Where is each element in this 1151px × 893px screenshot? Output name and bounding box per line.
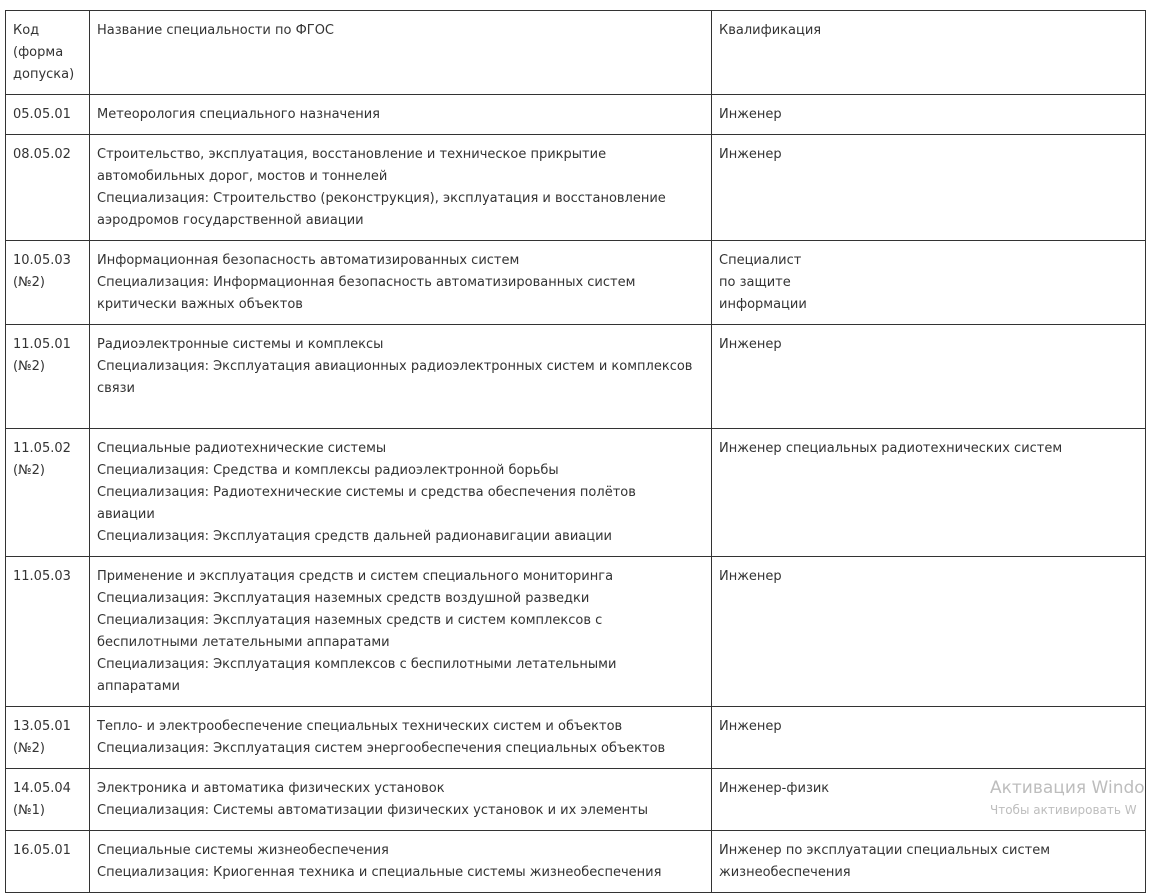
name-line: Специальные радиотехнические системы <box>97 441 387 456</box>
header-qualification-cell <box>712 11 1146 95</box>
name-line: Специализация: Средства и комплексы радиоэлектронной борьбы <box>97 463 559 478</box>
table-row <box>6 831 1146 893</box>
name-line: Специализация: Эксплуатация систем энергообеспечения специальных объектов <box>97 741 666 756</box>
specialties-table <box>5 10 1146 893</box>
name-line: Специализация: Информационная безопасность автоматизированных систем <box>97 275 636 290</box>
name-line: Специализация: Системы автоматизации физических установок и их элементы <box>97 803 649 818</box>
name-line: Специализация: Строительство (реконструкция), эксплуатация и восстановление <box>97 191 666 206</box>
qualification-cell <box>712 429 1146 557</box>
name-line: критически важных объектов <box>97 297 303 312</box>
name-line: Специализация: Эксплуатация авиационных радиоэлектронных систем и комплексов <box>97 359 693 374</box>
name-line: Метеорология специального назначения <box>97 107 380 122</box>
table-row <box>6 325 1146 429</box>
name-line: Радиоэлектронные системы и комплексы <box>97 337 384 352</box>
table-row <box>6 707 1146 769</box>
header-row <box>6 11 1146 95</box>
name-cell <box>90 135 712 241</box>
table-row <box>6 135 1146 241</box>
header-name-cell <box>90 11 712 95</box>
name-line: автомобильных дорог, мостов и тоннелей <box>97 169 388 184</box>
qualification-cell <box>712 135 1146 241</box>
qualification-line: Инженер специальных радиотехнических систем <box>719 441 1063 456</box>
code-line: 05.05.01 <box>13 107 71 122</box>
code-line: (№2) <box>13 463 45 478</box>
qualification-line: Специалист <box>719 253 802 268</box>
table-body <box>6 11 1146 893</box>
code-cell <box>6 325 90 429</box>
code-line: 13.05.01 <box>13 719 71 734</box>
qualification-cell <box>712 769 1146 831</box>
name-line: Специализация: Криогенная техника и специальные системы жизнеобеспечения <box>97 865 662 880</box>
qualification-cell <box>712 831 1146 893</box>
header-name-text: Название специальности по ФГОС <box>97 23 335 38</box>
code-line: (№2) <box>13 359 45 374</box>
code-line: 16.05.01 <box>13 843 71 858</box>
qualification-line: Инженер <box>719 107 782 122</box>
code-cell <box>6 241 90 325</box>
name-cell <box>90 831 712 893</box>
code-cell <box>6 769 90 831</box>
code-line: (№1) <box>13 803 45 818</box>
code-line: (№2) <box>13 741 45 756</box>
name-line: аппаратами <box>97 679 180 694</box>
qualification-line: Инженер-физик <box>719 781 830 796</box>
code-cell <box>6 429 90 557</box>
qualification-line: по защите <box>719 275 791 290</box>
qualification-cell <box>712 325 1146 429</box>
qualification-line: Инженер <box>719 569 782 584</box>
name-line: Тепло- и электрообеспечение специальных технических систем и объектов <box>97 719 623 734</box>
code-line: (№2) <box>13 275 45 290</box>
qualification-line: Инженер по эксплуатации специальных систем <box>719 843 1051 858</box>
code-cell <box>6 135 90 241</box>
qualification-line: Инженер <box>719 147 782 162</box>
name-line: Применение и эксплуатация средств и систем специального мониторинга <box>97 569 614 584</box>
code-line: 11.05.03 <box>13 569 71 584</box>
code-cell <box>6 557 90 707</box>
name-line: Специализация: Эксплуатация наземных средств и систем комплексов с <box>97 613 603 628</box>
name-cell <box>90 241 712 325</box>
watermark-subtitle: Чтобы активировать W <box>990 803 1137 817</box>
code-cell <box>6 831 90 893</box>
qualification-cell <box>712 241 1146 325</box>
name-line: Специализация: Радиотехнические системы и средства обеспечения полётов <box>97 485 636 500</box>
header-code-line: допуска) <box>13 67 75 82</box>
qualification-cell <box>712 707 1146 769</box>
name-line: связи <box>97 381 135 396</box>
name-line: Информационная безопасность автоматизированных систем <box>97 253 520 268</box>
table-row <box>6 241 1146 325</box>
code-cell <box>6 95 90 135</box>
name-line: Строительство, эксплуатация, восстановление и техническое прикрытие <box>97 147 607 162</box>
name-line: беспилотными летательными аппаратами <box>97 635 390 650</box>
qualification-line: Инженер <box>719 337 782 352</box>
name-cell <box>90 557 712 707</box>
header-qualification-text: Квалификация <box>719 23 822 38</box>
code-cell <box>6 707 90 769</box>
qualification-line: Инженер <box>719 719 782 734</box>
code-line: 08.05.02 <box>13 147 71 162</box>
table-row <box>6 429 1146 557</box>
table-row <box>6 557 1146 707</box>
watermark-title: Активация Windo <box>990 778 1145 798</box>
code-line: 11.05.02 <box>13 441 71 456</box>
name-cell <box>90 95 712 135</box>
name-line: Электроника и автоматика физических установок <box>97 781 445 796</box>
table-row <box>6 769 1146 831</box>
name-line: Специальные системы жизнеобеспечения <box>97 843 389 858</box>
header-code-line: (форма <box>13 45 64 60</box>
qualification-line: жизнеобеспечения <box>719 865 851 880</box>
table-row <box>6 95 1146 135</box>
name-cell <box>90 769 712 831</box>
name-cell <box>90 707 712 769</box>
name-line: Специализация: Эксплуатация наземных средств воздушной разведки <box>97 591 590 606</box>
code-line: 10.05.03 <box>13 253 71 268</box>
header-code-line: Код <box>13 23 40 38</box>
name-line: аэродромов государственной авиации <box>97 213 364 228</box>
header-code-cell <box>6 11 90 95</box>
name-cell <box>90 429 712 557</box>
name-cell <box>90 325 712 429</box>
qualification-cell <box>712 95 1146 135</box>
code-line: 11.05.01 <box>13 337 71 352</box>
name-line: Специализация: Эксплуатация комплексов с беспилотными летательными <box>97 657 617 672</box>
name-line: Специализация: Эксплуатация средств дальней радионавигации авиации <box>97 529 612 544</box>
qualification-cell <box>712 557 1146 707</box>
qualification-line: информации <box>719 297 807 312</box>
code-line: 14.05.04 <box>13 781 71 796</box>
name-line: авиации <box>97 507 155 522</box>
